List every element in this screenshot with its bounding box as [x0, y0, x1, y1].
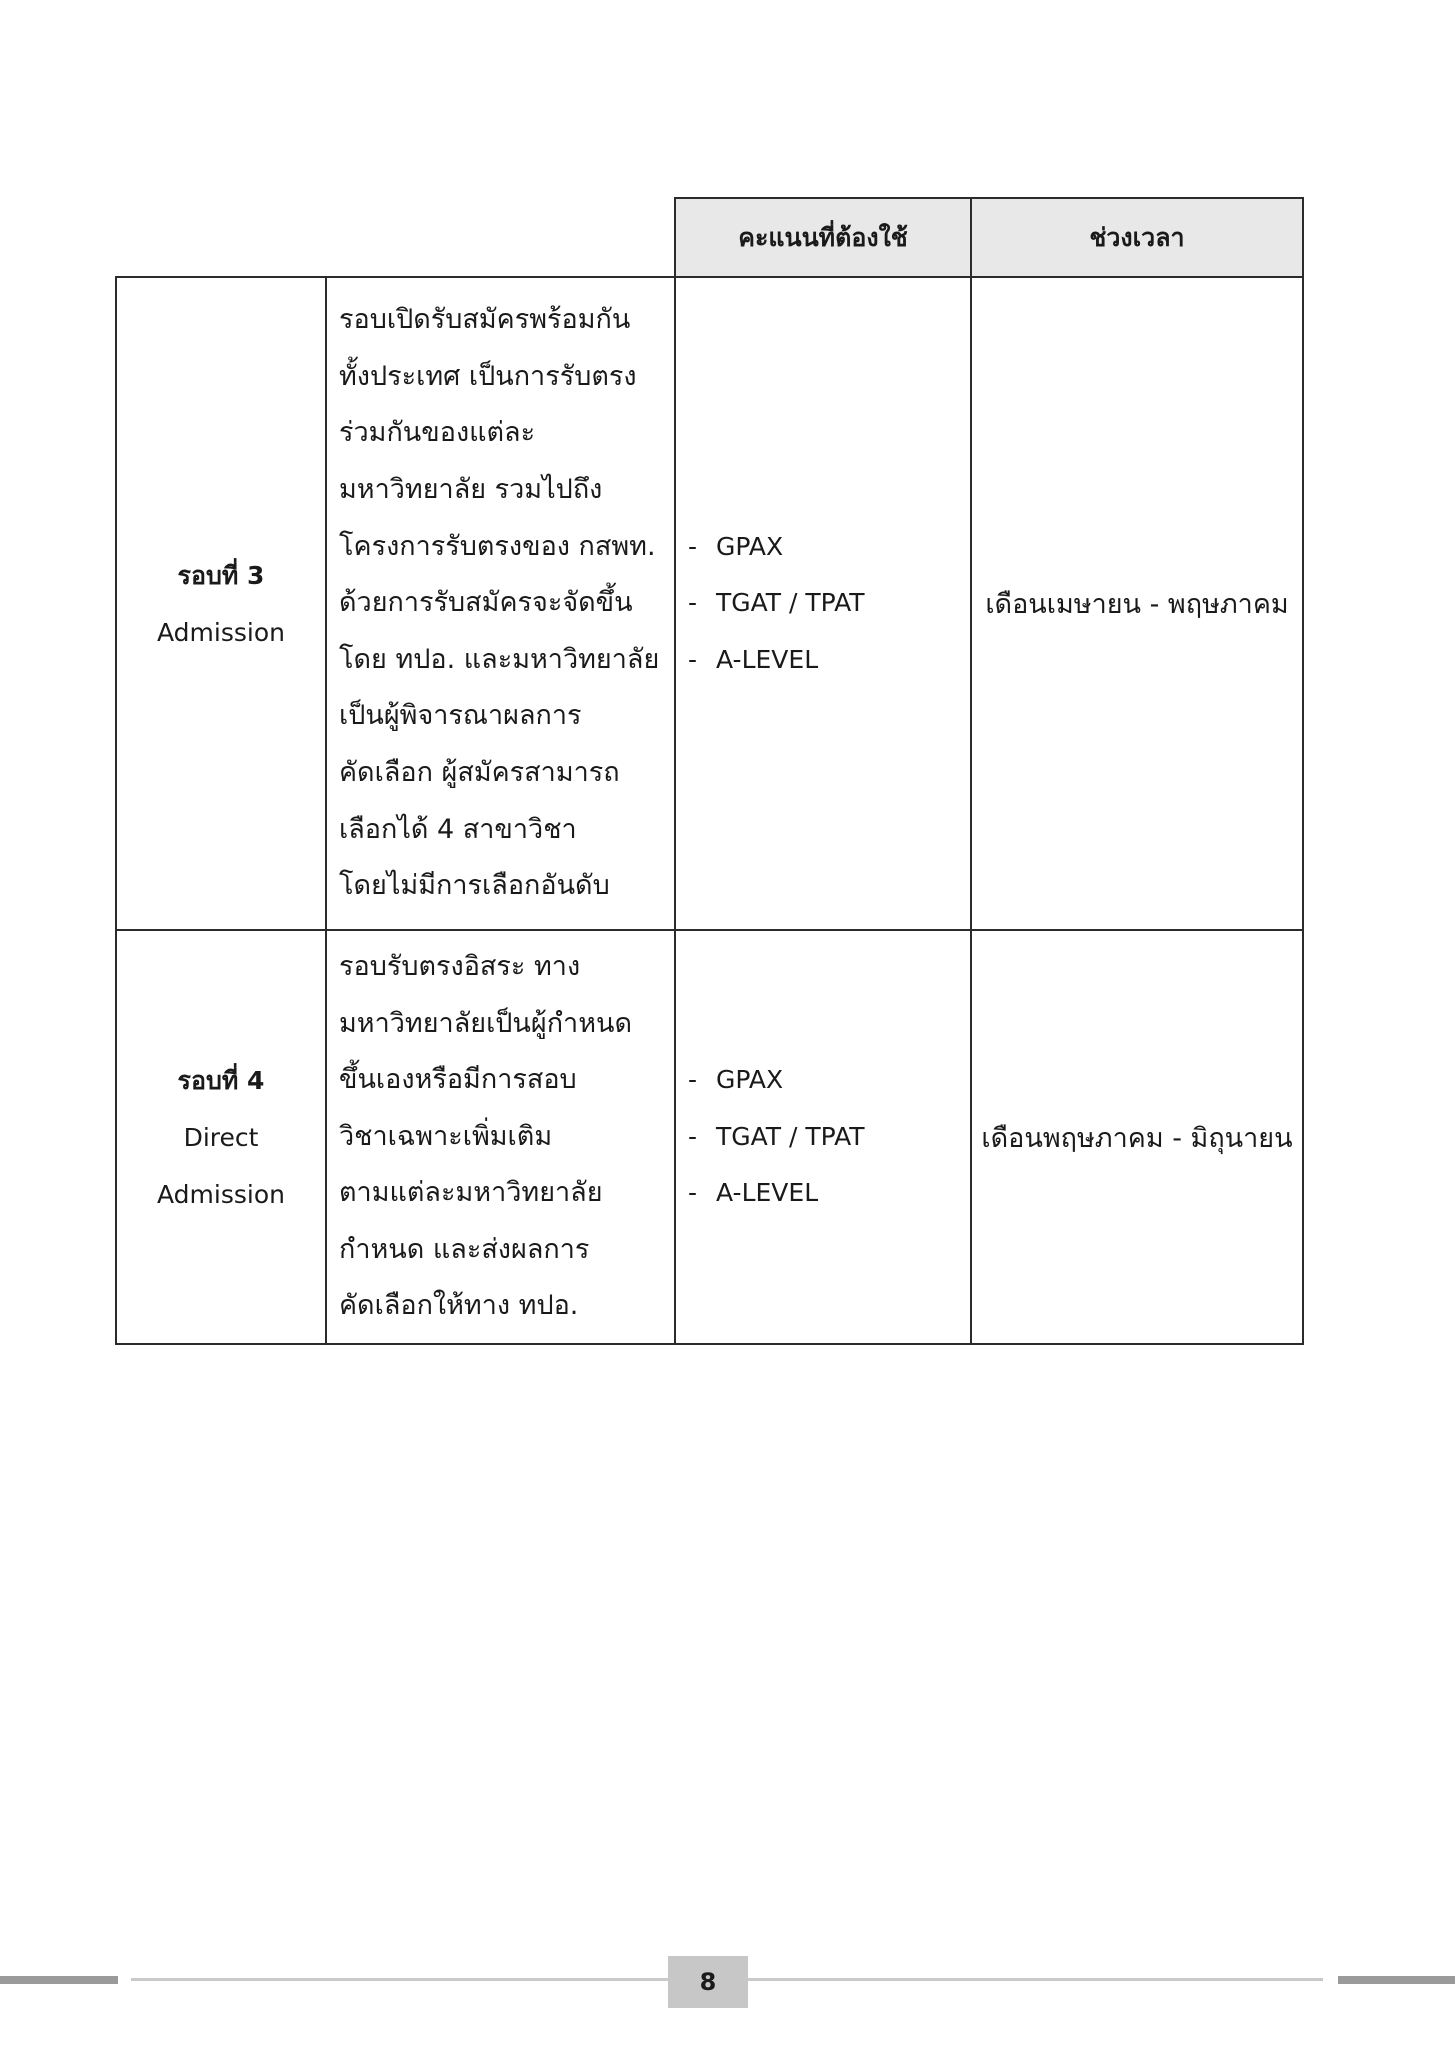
list-dash: - [688, 531, 698, 561]
round-3-cell [116, 277, 326, 930]
description-line: คัดเลือก ผู้สมัครสามารถ [339, 756, 620, 788]
score-item [688, 632, 970, 689]
score-item [688, 575, 970, 632]
round-3-description [326, 277, 675, 930]
score-label: GPAX [716, 1065, 784, 1095]
list-dash: - [688, 644, 698, 674]
header-blank [116, 198, 675, 277]
round-3-period: เดือนเมษายน - พฤษภาคม [971, 277, 1303, 930]
round-4-cell [116, 930, 326, 1344]
description-line: วิชาเฉพาะเพิ่มเติม [339, 1120, 553, 1152]
table-row-round-4 [116, 930, 1303, 1344]
description-line: มหาวิทยาลัยเป็นผู้กำหนด [339, 1007, 633, 1039]
footer-divider-right [748, 1978, 1323, 1981]
list-dash: - [688, 1178, 698, 1208]
round-4-scores [675, 930, 971, 1344]
round-4-period: เดือนพฤษภาคม - มิถุนายน [971, 930, 1303, 1344]
score-label: A-LEVEL [716, 1178, 819, 1208]
score-item [688, 1165, 970, 1222]
score-item [688, 1052, 970, 1109]
score-label: A-LEVEL [716, 644, 819, 674]
table-row-round-3 [116, 277, 1303, 930]
description-line: ตามแต่ละมหาวิทยาลัย [339, 1177, 603, 1209]
description-line: คัดเลือกให้ทาง ทปอ. [339, 1290, 579, 1322]
description-line: รอบเปิดรับสมัครพร้อมกัน [339, 304, 631, 336]
description-line: โดย ทปอ. และมหาวิทยาลัย [339, 643, 660, 675]
round-3-title: รอบที่ 3 [177, 560, 265, 590]
score-label: TGAT / TPAT [716, 588, 865, 618]
table-header-row [116, 198, 1303, 277]
score-label: GPAX [716, 531, 784, 561]
score-item [688, 1109, 970, 1166]
header-period: ช่วงเวลา [971, 198, 1303, 277]
round-3-subtitle: Admission [157, 617, 285, 647]
description-line: มหาวิทยาลัย รวมไปถึง [339, 474, 603, 506]
description-line: ร่วมกันของแต่ละ [339, 417, 536, 449]
footer-rule-left [0, 1976, 118, 1984]
footer-divider-left [131, 1978, 668, 1981]
round-3-scores [675, 277, 971, 930]
description-line: กำหนด และส่งผลการ [339, 1233, 590, 1265]
list-dash: - [688, 1065, 698, 1095]
round-4-description [326, 930, 675, 1344]
list-dash: - [688, 1121, 698, 1151]
description-line: โครงการรับตรงของ กสพท. [339, 530, 656, 562]
footer-rule-right [1338, 1976, 1455, 1984]
description-line: ขึ้นเองหรือมีการสอบ [339, 1064, 577, 1096]
score-item [688, 519, 970, 576]
description-line: โดยไม่มีการเลือกอันดับ [339, 870, 610, 902]
page-number: 8 [668, 1956, 748, 2008]
description-line: เป็นผู้พิจารณาผลการ [339, 700, 582, 732]
list-dash: - [688, 588, 698, 618]
header-scores: คะแนนที่ต้องใช้ [675, 198, 971, 277]
description-line: รอบรับตรงอิสระ ทาง [339, 950, 581, 982]
description-line: ทั้งประเทศ เป็นการรับตรง [339, 360, 637, 392]
admission-rounds-table [115, 197, 1304, 1345]
round-4-subtitle: Admission [157, 1179, 285, 1209]
round-4-subtitle: Direct [183, 1122, 259, 1152]
round-4-title: รอบที่ 4 [177, 1065, 265, 1095]
description-line: ด้วยการรับสมัครจะจัดขึ้น [339, 587, 633, 619]
score-label: TGAT / TPAT [716, 1121, 865, 1151]
description-line: เลือกได้ 4 สาขาวิชา [339, 813, 577, 845]
